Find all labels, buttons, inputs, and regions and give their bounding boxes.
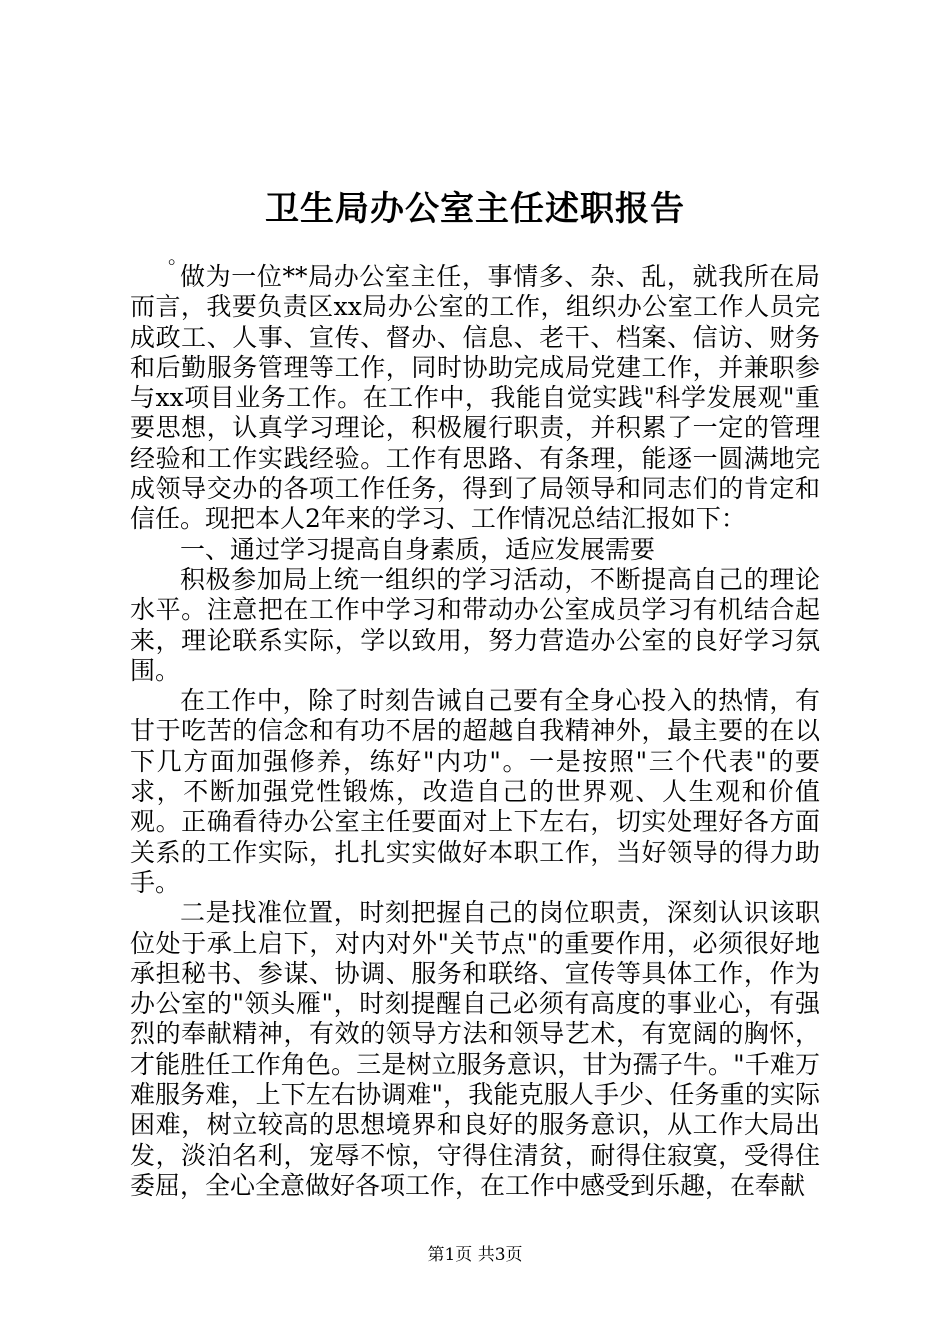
paragraph-position: 二是找准位置，时刻把握自己的岗位职责，深刻认识该职位处于承上启下，对内对外"关节点"的重要作用，必须很好地承担秘书、参谋、协调、服务和联络、宣传等具体工作，作为办公室的"领头雁"，时刻提醒自己必须有高度的事业心，有强烈的奉献精神，有效的领导方法和领导艺术，有宽阔的胸怀，才能胜任工作角色。三是树立服务意识，甘为孺子牛。"千难万难服务难，上下左右协调难"，我能克服人手少、任务重的实际困难，树立较高的思想境界和良好的服务意识，从工作大局出发，淡泊名利，宠辱不惊，守得住清贫，耐得住寂寞，受得住委屈，全心全意做好各项工作，在工作中感受到乐趣，在奉献 [130, 898, 820, 1200]
page-title: 卫生局办公室主任述职报告 [265, 189, 685, 229]
leading-mark: 。 [168, 244, 188, 268]
paragraph-work: 在工作中，除了时刻告诫自己要有全身心投入的热情，有甘于吃苦的信念和有功不居的超越自我精神外，最主要的在以下几方面加强修养，练好"内功"。一是按照"三个代表"的要求，不断加强党性锻炼，改造自己的世界观、人生观和价值观。正确看待办公室主任要面对上下左右，切实处理好各方面关系的工作实际，扎扎实实做好本职工作，当好领导的得力助手。 [130, 686, 820, 897]
page-footer: 第1页 共3页 [427, 1245, 523, 1265]
paragraph-study: 积极参加局上统一组织的学习活动，不断提高自己的理论水平。注意把在工作中学习和带动办公室成员学习有机结合起来，理论联系实际，学以致用，努力营造办公室的良好学习氛围。 [130, 564, 820, 685]
paragraph-intro: 做为一位**局办公室主任，事情多、杂、乱，就我所在局而言，我要负责区xx局办公室的工作，组织办公室工作人员完成政工、人事、宣传、督办、信息、老干、档案、信访、财务和后勤服务管理等工作，同时协助完成局党建工作，并兼职参与xx项目业务工作。在工作中，我能自觉实践"科学发展观"重要思想，认真学习理论，积极履行职责，并积累了一定的管理经验和工作实践经验。工作有思路、有条理，能逐一圆满地完成领导交办的各项工作任务，得到了局领导和同志们的肯定和信任。现把本人2年来的学习、工作情况总结汇报如下： [130, 262, 820, 534]
section-heading: 一、通过学习提高自身素质，适应发展需要 [180, 534, 656, 564]
document-body [130, 262, 820, 1201]
